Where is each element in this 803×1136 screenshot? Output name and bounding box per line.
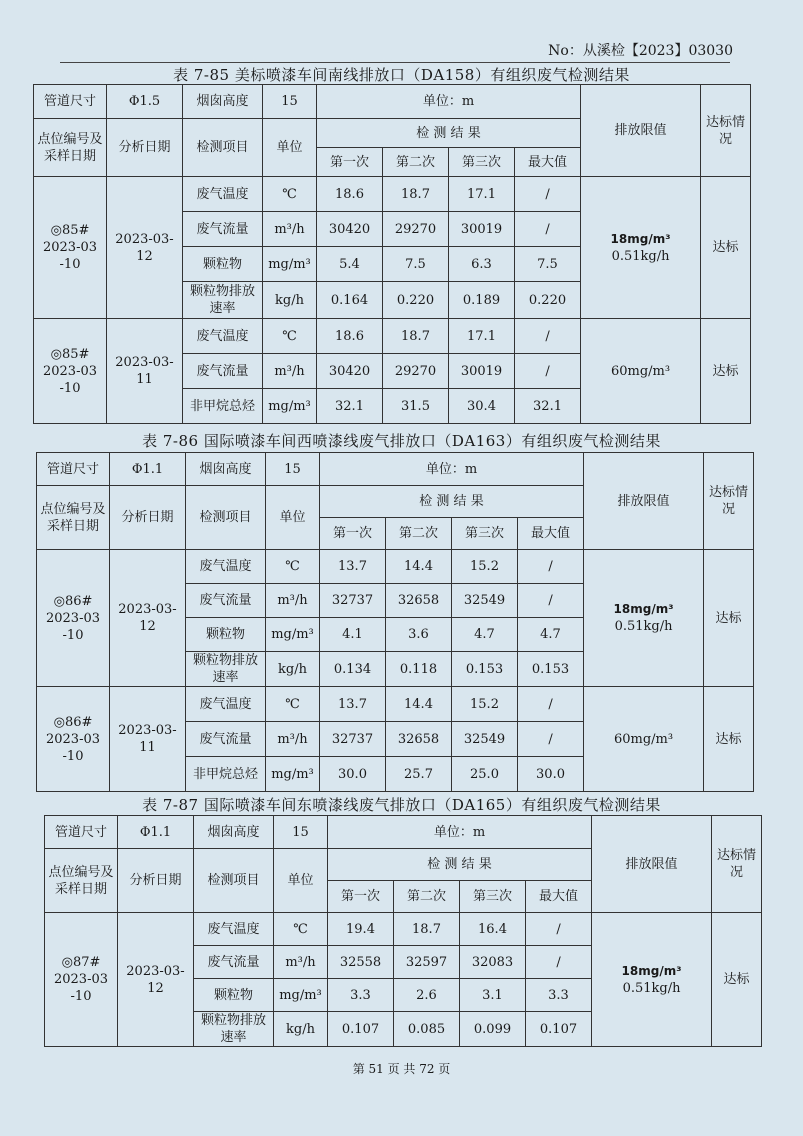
third-value: 4.7 xyxy=(452,618,518,652)
third-value: 6.3 xyxy=(449,247,515,282)
max-value: 7.5 xyxy=(515,247,581,282)
second-value: 32597 xyxy=(394,946,460,979)
max-value: / xyxy=(515,177,581,212)
third-value: 32549 xyxy=(452,584,518,618)
third-value: 32549 xyxy=(452,722,518,757)
third-value: 0.189 xyxy=(449,282,515,319)
page-footer: 第 51 页 共 72 页 xyxy=(352,1062,451,1076)
unit-header: 单位 xyxy=(266,486,320,550)
sampling-point: ◎85# 2023-03 -10 xyxy=(34,319,107,424)
stack-height-value: 15 xyxy=(274,816,328,849)
test-item: 废气温度 xyxy=(186,550,266,584)
max-header: 最大值 xyxy=(526,881,592,913)
results-header: 检 测 结 果 xyxy=(328,849,592,881)
unit-value: m³/h xyxy=(266,584,320,618)
stack-height-label: 烟囱高度 xyxy=(186,453,266,486)
max-value: 30.0 xyxy=(518,757,584,792)
second-value: 32658 xyxy=(386,722,452,757)
table-title: 表 7-86 国际喷漆车间西喷漆线废气排放口（DA163）有组织废气检测结果 xyxy=(142,432,661,450)
results-table xyxy=(36,452,754,792)
unit-value: mg/m³ xyxy=(266,757,320,792)
first-value: 30420 xyxy=(317,212,383,247)
test-item: 废气温度 xyxy=(183,177,263,212)
emission-limit xyxy=(581,319,701,424)
limit-concentration: 18mg/m³ xyxy=(610,231,671,246)
third-value: 16.4 xyxy=(460,913,526,946)
item-header: 检测项目 xyxy=(186,486,266,550)
second-value: 14.4 xyxy=(386,687,452,722)
emission-limit xyxy=(584,687,704,792)
results-header: 检 测 结 果 xyxy=(320,486,584,518)
table-row xyxy=(45,913,762,946)
document-number: No：从溪检【2023】03030 xyxy=(548,43,733,59)
unit-value: ℃ xyxy=(266,687,320,722)
unit-header: 单位 xyxy=(274,849,328,913)
test-item: 废气温度 xyxy=(183,319,263,354)
header-row xyxy=(34,85,751,119)
status-header: 达标情况 xyxy=(701,85,751,177)
second-value: 18.7 xyxy=(383,177,449,212)
max-value: / xyxy=(526,946,592,979)
compliance-status: 达标 xyxy=(704,687,754,792)
limit-concentration: 18mg/m³ xyxy=(621,963,682,978)
test-item: 废气流量 xyxy=(183,212,263,247)
third-value: 17.1 xyxy=(449,319,515,354)
test-item: 废气温度 xyxy=(194,913,274,946)
test-item: 非甲烷总烃 xyxy=(186,757,266,792)
max-value: 0.107 xyxy=(526,1012,592,1047)
second-value: 25.7 xyxy=(386,757,452,792)
unit-value: ℃ xyxy=(263,177,317,212)
second-value: 2.6 xyxy=(394,979,460,1012)
max-value: 0.220 xyxy=(515,282,581,319)
point-header: 点位编号及采样日期 xyxy=(45,849,118,913)
emission-limit xyxy=(581,177,701,319)
limit-value: 60mg/m³ xyxy=(610,363,671,379)
sampling-point: ◎87# 2023-03 -10 xyxy=(45,913,118,1047)
first-value: 32737 xyxy=(320,584,386,618)
sampling-point: ◎86# 2023-03 -10 xyxy=(37,687,110,792)
point-header: 点位编号及采样日期 xyxy=(37,486,110,550)
first-value: 30.0 xyxy=(320,757,386,792)
third-value: 0.153 xyxy=(452,652,518,687)
results-table xyxy=(44,815,762,1047)
max-value: 4.7 xyxy=(518,618,584,652)
second-value: 7.5 xyxy=(383,247,449,282)
unit-value: mg/m³ xyxy=(263,389,317,424)
test-item: 颗粒物 xyxy=(194,979,274,1012)
limit-header: 排放限值 xyxy=(592,816,712,913)
emission-limit xyxy=(592,913,712,1047)
third-value: 15.2 xyxy=(452,687,518,722)
limit-value: 0.51kg/h xyxy=(611,248,670,264)
pipe-size-value: Φ1.5 xyxy=(107,85,183,119)
pipe-size-label: 管道尺寸 xyxy=(34,85,107,119)
third-value: 3.1 xyxy=(460,979,526,1012)
unit-value: m³/h xyxy=(266,722,320,757)
analysis-date-header: 分析日期 xyxy=(110,486,186,550)
first-value: 13.7 xyxy=(320,687,386,722)
second-value: 3.6 xyxy=(386,618,452,652)
max-value: / xyxy=(515,212,581,247)
sampling-point: ◎85# 2023-03 -10 xyxy=(34,177,107,319)
analysis-date: 2023-03- 11 xyxy=(107,319,183,424)
analysis-date: 2023-03- 12 xyxy=(110,550,186,687)
test-item: 颗粒物排放速率 xyxy=(186,652,266,687)
first-value: 18.6 xyxy=(317,319,383,354)
max-value: / xyxy=(518,687,584,722)
unit-header: 单位 xyxy=(263,119,317,177)
first-value: 0.134 xyxy=(320,652,386,687)
sampling-point: ◎86# 2023-03 -10 xyxy=(37,550,110,687)
first-value: 30420 xyxy=(317,354,383,389)
third-value: 30.4 xyxy=(449,389,515,424)
compliance-status: 达标 xyxy=(704,550,754,687)
third-header: 第三次 xyxy=(452,518,518,550)
table-title: 表 7-87 国际喷漆车间东喷漆线废气排放口（DA165）有组织废气检测结果 xyxy=(142,796,661,814)
unit-value: kg/h xyxy=(274,1012,328,1047)
unit-label: 单位：m xyxy=(320,453,584,486)
stack-height-value: 15 xyxy=(263,85,317,119)
limit-value: 0.51kg/h xyxy=(614,619,673,634)
header-row xyxy=(37,453,754,486)
first-value: 18.6 xyxy=(317,177,383,212)
second-value: 32658 xyxy=(386,584,452,618)
first-value: 19.4 xyxy=(328,913,394,946)
test-item: 颗粒物排放速率 xyxy=(183,282,263,319)
compliance-status: 达标 xyxy=(701,177,751,319)
test-item: 颗粒物 xyxy=(183,247,263,282)
second-value: 0.085 xyxy=(394,1012,460,1047)
first-header: 第一次 xyxy=(317,148,383,177)
first-value: 3.3 xyxy=(328,979,394,1012)
compliance-status: 达标 xyxy=(701,319,751,424)
unit-value: kg/h xyxy=(266,652,320,687)
limit-concentration: 18mg/m³ xyxy=(613,602,674,616)
compliance-status: 达标 xyxy=(712,913,762,1047)
pipe-size-value: Φ1.1 xyxy=(118,816,194,849)
max-value: / xyxy=(515,319,581,354)
unit-label: 单位：m xyxy=(317,85,581,119)
test-item: 废气流量 xyxy=(186,584,266,618)
header-rule xyxy=(60,62,730,63)
pipe-size-label: 管道尺寸 xyxy=(37,453,110,486)
first-header: 第一次 xyxy=(320,518,386,550)
first-value: 0.107 xyxy=(328,1012,394,1047)
analysis-date: 2023-03- 12 xyxy=(118,913,194,1047)
test-item: 非甲烷总烃 xyxy=(183,389,263,424)
max-value: 32.1 xyxy=(515,389,581,424)
status-header: 达标情况 xyxy=(704,453,754,550)
unit-value: m³/h xyxy=(263,212,317,247)
point-header: 点位编号及采样日期 xyxy=(34,119,107,177)
unit-value: mg/m³ xyxy=(274,979,328,1012)
second-value: 0.118 xyxy=(386,652,452,687)
stack-height-value: 15 xyxy=(266,453,320,486)
first-value: 4.1 xyxy=(320,618,386,652)
results-table xyxy=(33,84,751,424)
first-value: 32.1 xyxy=(317,389,383,424)
unit-value: mg/m³ xyxy=(263,247,317,282)
test-item: 废气温度 xyxy=(186,687,266,722)
max-value: 3.3 xyxy=(526,979,592,1012)
analysis-date-header: 分析日期 xyxy=(118,849,194,913)
table-row xyxy=(34,177,751,212)
table-row xyxy=(37,687,754,722)
second-value: 14.4 xyxy=(386,550,452,584)
unit-value: m³/h xyxy=(274,946,328,979)
emission-limit xyxy=(584,550,704,687)
test-item: 颗粒物 xyxy=(186,618,266,652)
pipe-size-label: 管道尺寸 xyxy=(45,816,118,849)
first-value: 5.4 xyxy=(317,247,383,282)
table-row xyxy=(37,550,754,584)
second-value: 31.5 xyxy=(383,389,449,424)
first-header: 第一次 xyxy=(328,881,394,913)
third-value: 30019 xyxy=(449,354,515,389)
first-value: 13.7 xyxy=(320,550,386,584)
header-row xyxy=(45,816,762,849)
unit-value: kg/h xyxy=(263,282,317,319)
third-value: 17.1 xyxy=(449,177,515,212)
second-header: 第二次 xyxy=(394,881,460,913)
stack-height-label: 烟囱高度 xyxy=(183,85,263,119)
max-value: / xyxy=(518,722,584,757)
max-header: 最大值 xyxy=(515,148,581,177)
stack-height-label: 烟囱高度 xyxy=(194,816,274,849)
unit-value: ℃ xyxy=(274,913,328,946)
table-title: 表 7-85 美标喷漆车间南线排放口（DA158）有组织废气检测结果 xyxy=(173,66,630,84)
third-value: 0.099 xyxy=(460,1012,526,1047)
second-value: 29270 xyxy=(383,354,449,389)
second-header: 第二次 xyxy=(386,518,452,550)
unit-value: ℃ xyxy=(263,319,317,354)
third-value: 30019 xyxy=(449,212,515,247)
analysis-date-header: 分析日期 xyxy=(107,119,183,177)
limit-value: 0.51kg/h xyxy=(622,980,681,996)
second-header: 第二次 xyxy=(383,148,449,177)
second-value: 29270 xyxy=(383,212,449,247)
max-header: 最大值 xyxy=(518,518,584,550)
limit-header: 排放限值 xyxy=(581,85,701,177)
second-value: 18.7 xyxy=(383,319,449,354)
max-value: / xyxy=(515,354,581,389)
max-value: / xyxy=(526,913,592,946)
item-header: 检测项目 xyxy=(194,849,274,913)
max-value: / xyxy=(518,550,584,584)
limit-header: 排放限值 xyxy=(584,453,704,550)
test-item: 颗粒物排放速率 xyxy=(194,1012,274,1047)
unit-value: ℃ xyxy=(266,550,320,584)
unit-value: mg/m³ xyxy=(266,618,320,652)
status-header: 达标情况 xyxy=(712,816,762,913)
table-row xyxy=(34,319,751,354)
unit-value: m³/h xyxy=(263,354,317,389)
third-header: 第三次 xyxy=(449,148,515,177)
first-value: 32558 xyxy=(328,946,394,979)
max-value: 0.153 xyxy=(518,652,584,687)
first-value: 0.164 xyxy=(317,282,383,319)
item-header: 检测项目 xyxy=(183,119,263,177)
pipe-size-value: Φ1.1 xyxy=(110,453,186,486)
third-value: 32083 xyxy=(460,946,526,979)
analysis-date: 2023-03- 12 xyxy=(107,177,183,319)
third-header: 第三次 xyxy=(460,881,526,913)
third-value: 15.2 xyxy=(452,550,518,584)
test-item: 废气流量 xyxy=(183,354,263,389)
max-value: / xyxy=(518,584,584,618)
test-item: 废气流量 xyxy=(194,946,274,979)
analysis-date: 2023-03- 11 xyxy=(110,687,186,792)
second-value: 18.7 xyxy=(394,913,460,946)
first-value: 32737 xyxy=(320,722,386,757)
third-value: 25.0 xyxy=(452,757,518,792)
unit-label: 单位：m xyxy=(328,816,592,849)
second-value: 0.220 xyxy=(383,282,449,319)
limit-value: 60mg/m³ xyxy=(613,731,674,747)
results-header: 检 测 结 果 xyxy=(317,119,581,148)
test-item: 废气流量 xyxy=(186,722,266,757)
